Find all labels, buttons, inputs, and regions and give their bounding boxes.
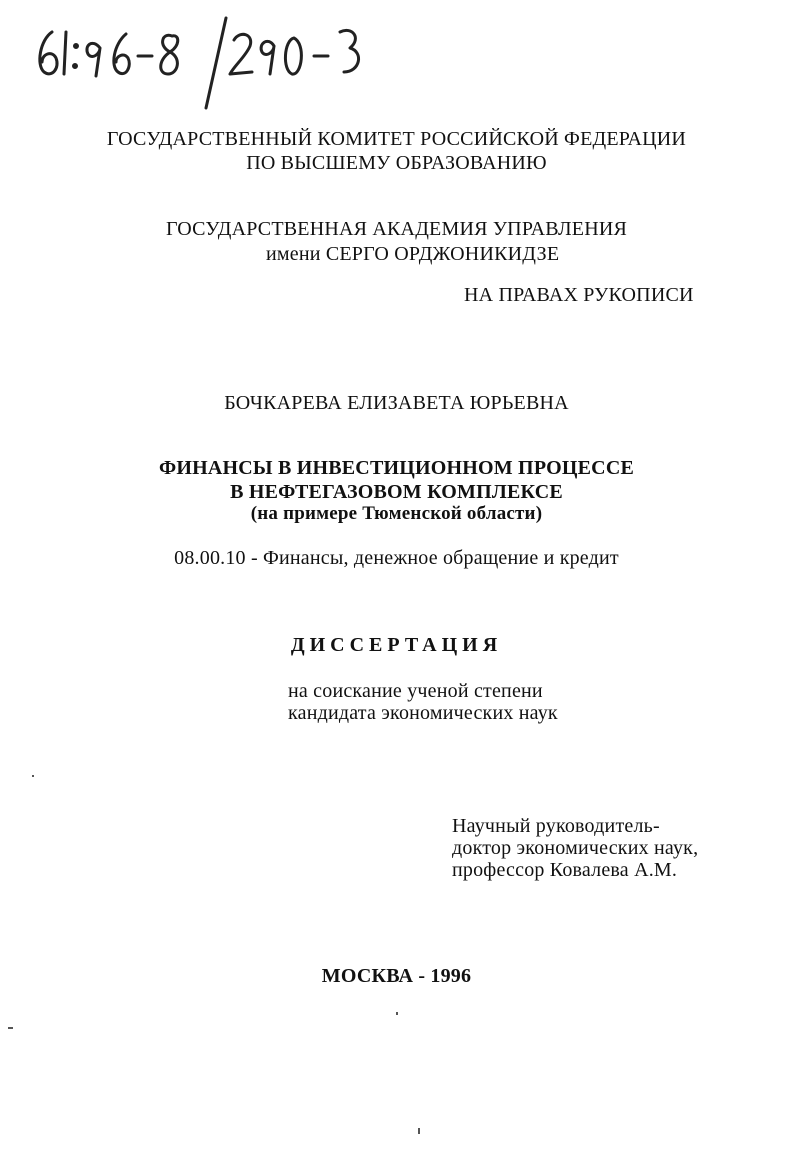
- degree-line1: на соискание ученой степени: [288, 680, 543, 702]
- scan-speck: [32, 775, 34, 777]
- dissertation-title-line2: В НЕФТЕГАЗОВОМ КОМПЛЕКСЕ: [230, 481, 563, 503]
- dissertation-subtitle: (на примере Тюменской области): [250, 503, 543, 524]
- committee-name-line1: ГОСУДАРСТВЕННЫЙ КОМИТЕТ РОССИЙСКОЙ ФЕДЕРАЦИИ: [106, 128, 687, 150]
- handwritten-archive-code: [30, 10, 370, 110]
- author-name: БОЧКАРЕВА ЕЛИЗАВЕТА ЮРЬЕВНА: [224, 392, 569, 414]
- supervisor-line1: Научный руководитель-: [452, 815, 660, 837]
- committee-name-line2: ПО ВЫСШЕМУ ОБРАЗОВАНИЮ: [246, 152, 547, 174]
- degree-line2: кандидата экономических наук: [288, 702, 558, 724]
- manuscript-rights-label: НА ПРАВАХ РУКОПИСИ: [464, 284, 694, 306]
- specialty-code: 08.00.10 - Финансы, денежное обращение и кредит: [174, 547, 619, 569]
- city-year-footer: МОСКВА - 1996: [321, 965, 472, 987]
- dissertation-title-line1: ФИНАНСЫ В ИНВЕСТИЦИОННОМ ПРОЦЕССЕ: [159, 457, 634, 479]
- document-type-heading: ДИССЕРТАЦИЯ: [290, 634, 503, 656]
- academy-name-line2: имени СЕРГО ОРДЖОНИКИДЗЕ: [266, 243, 560, 265]
- supervisor-line2: доктор экономических наук,: [452, 837, 699, 859]
- scan-speck: [396, 1012, 398, 1015]
- supervisor-line3: профессор Ковалева А.М.: [452, 859, 678, 881]
- scan-speck: [8, 1027, 13, 1029]
- academy-name-line1: ГОСУДАРСТВЕННАЯ АКАДЕМИЯ УПРАВЛЕНИЯ: [165, 218, 628, 240]
- scan-speck: [418, 1128, 420, 1134]
